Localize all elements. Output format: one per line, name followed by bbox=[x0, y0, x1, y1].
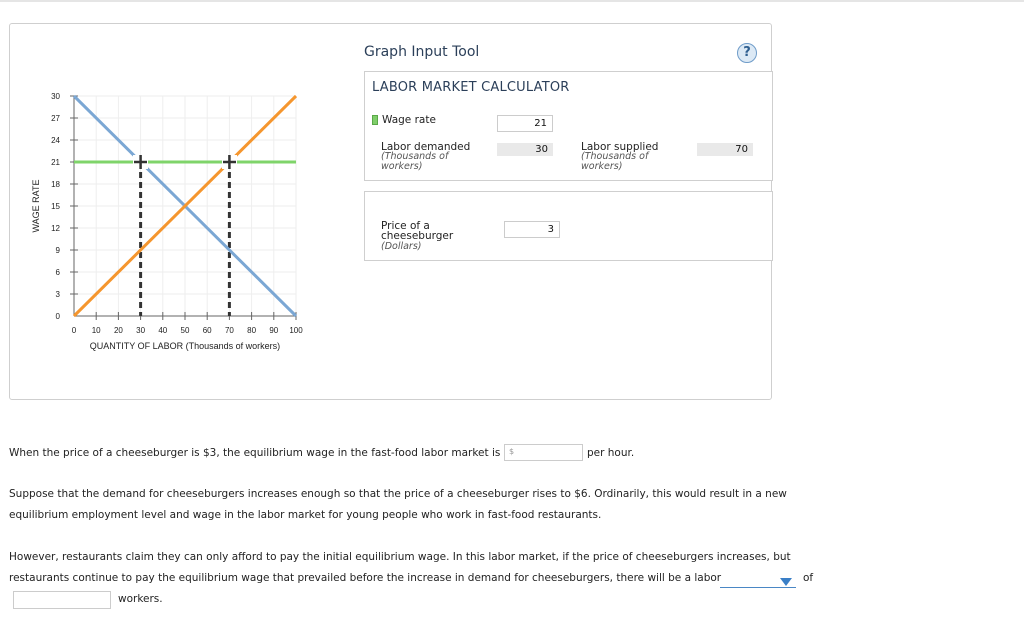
labor-supplied-marker bbox=[222, 155, 237, 169]
question-circle-icon[interactable]: ? bbox=[737, 43, 757, 63]
paragraph-3-line-2: restaurants continue to pay the equilibrium wage that prevailed before the increase in demand for cheeseburgers, there will be a labor bbox=[9, 572, 722, 584]
chevron-down-icon bbox=[780, 578, 792, 586]
svg-text:20: 20 bbox=[113, 326, 123, 335]
labor-supplied-label: Labor supplied (Thousands of workers) bbox=[581, 141, 659, 172]
top-divider bbox=[0, 0, 1024, 2]
svg-text:50: 50 bbox=[180, 326, 190, 335]
labor-demanded-value: 30 bbox=[497, 143, 553, 156]
labor-market-chart bbox=[20, 85, 310, 355]
calculator-title: LABOR MARKET CALCULATOR bbox=[372, 80, 570, 95]
workers-label: workers. bbox=[118, 593, 163, 605]
svg-text:15: 15 bbox=[51, 202, 60, 211]
svg-text:70: 70 bbox=[224, 326, 234, 335]
paragraph-2-line-2: equilibrium employment level and wage in the labor market for young people who work in fast-food restaurants. bbox=[9, 509, 602, 521]
svg-text:10: 10 bbox=[91, 326, 101, 335]
svg-text:80: 80 bbox=[247, 326, 257, 335]
tool-title: Graph Input Tool bbox=[364, 44, 480, 60]
svg-text:27: 27 bbox=[51, 114, 60, 123]
svg-text:30: 30 bbox=[51, 92, 60, 101]
wage-rate-input[interactable]: 21 bbox=[497, 115, 553, 132]
shortage-surplus-dropdown[interactable] bbox=[720, 577, 796, 588]
svg-text:0: 0 bbox=[55, 312, 60, 321]
labor-demanded-marker bbox=[133, 155, 148, 169]
svg-text:6: 6 bbox=[55, 268, 60, 277]
workers-quantity-input[interactable] bbox=[13, 591, 111, 609]
wage-rate-swatch-icon bbox=[372, 115, 378, 125]
svg-text:21: 21 bbox=[51, 158, 60, 167]
svg-text:12: 12 bbox=[51, 224, 60, 233]
svg-text:40: 40 bbox=[158, 326, 168, 335]
svg-text:WAGE RATE: WAGE RATE bbox=[31, 179, 41, 233]
svg-text:100: 100 bbox=[289, 326, 303, 335]
dollar-prefix: $ bbox=[509, 447, 515, 456]
svg-text:24: 24 bbox=[51, 136, 60, 145]
svg-text:3: 3 bbox=[55, 290, 60, 299]
price-label: Price of a cheeseburger (Dollars) bbox=[381, 220, 454, 252]
price-input[interactable]: 3 bbox=[504, 221, 560, 238]
svg-text:18: 18 bbox=[51, 180, 60, 189]
equilibrium-wage-input[interactable] bbox=[504, 444, 583, 461]
wage-rate-label: Wage rate bbox=[382, 114, 436, 126]
svg-text:90: 90 bbox=[269, 326, 279, 335]
paragraph-2-line-1: Suppose that the demand for cheeseburgers increases enough so that the price of a cheeseburger rises to $6. Ordinarily, this would result in a new bbox=[9, 488, 787, 500]
svg-text:0: 0 bbox=[71, 326, 77, 335]
of-label: of bbox=[803, 572, 814, 584]
svg-text:9: 9 bbox=[55, 246, 60, 255]
svg-text:QUANTITY OF LABOR (Thousands o: QUANTITY OF LABOR (Thousands of workers) bbox=[89, 341, 281, 351]
labor-supplied-value: 70 bbox=[697, 143, 753, 156]
paragraph-3-line-1: However, restaurants claim they can only afford to pay the initial equilibrium wage. In this labor market, if the price of cheeseburgers increases, but bbox=[9, 551, 791, 563]
labor-demanded-label: Labor demanded (Thousands of workers) bbox=[381, 141, 471, 172]
question-1-text: When the price of a cheeseburger is $3, the equilibrium wage in the fast-food labor market is bbox=[9, 447, 501, 459]
svg-text:60: 60 bbox=[202, 326, 212, 335]
per-hour-label: per hour. bbox=[587, 447, 635, 459]
svg-text:30: 30 bbox=[136, 326, 146, 335]
